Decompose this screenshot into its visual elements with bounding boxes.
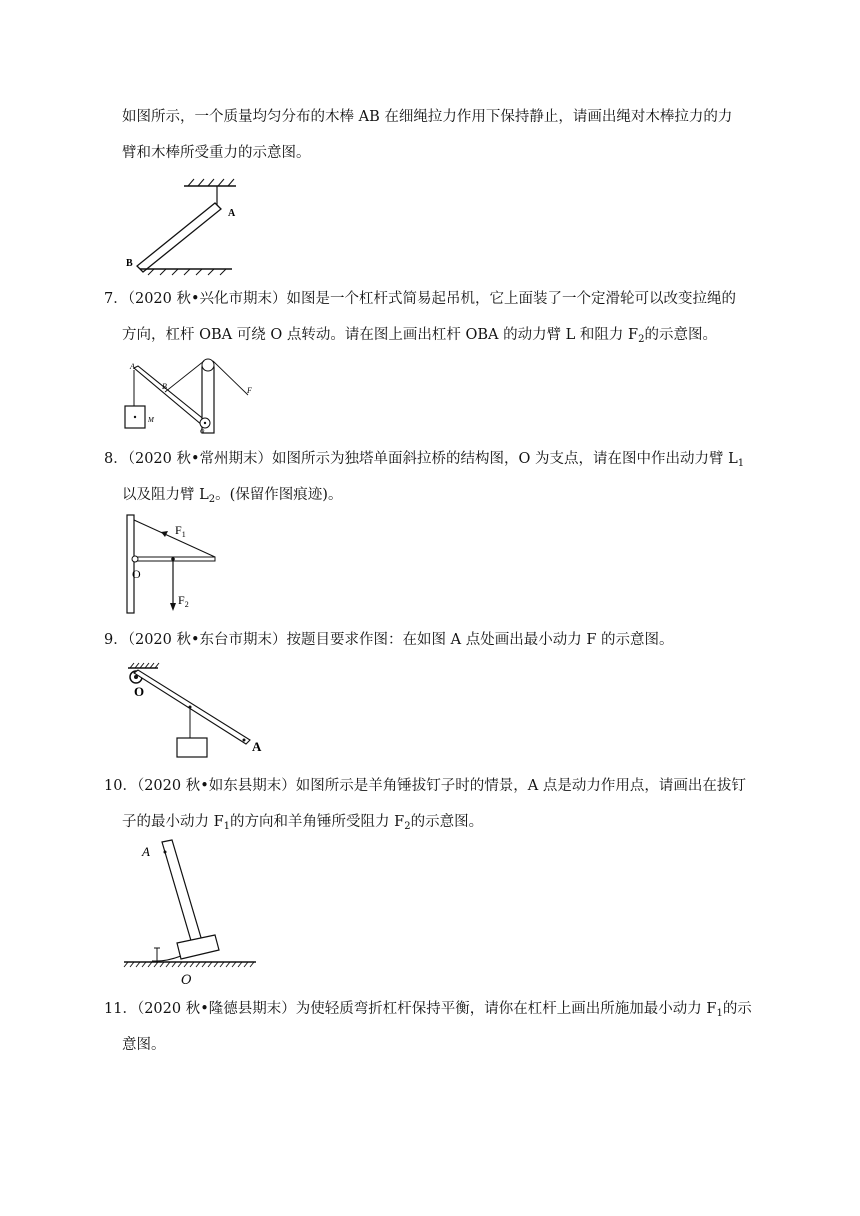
q8-label-f1: $F_1$ xyxy=(175,523,186,539)
q10-label-o-below: O xyxy=(181,973,192,988)
q6-figure-wooden-stick xyxy=(120,176,250,276)
q9-figure-lever-weight xyxy=(122,660,272,760)
q8-text-line2: 以及阻力臂 $L_2$。(保留作图痕迹)。 xyxy=(122,487,343,505)
q9-text-line1: 9．（2020 秋•东台市期末）按题目要求作图：在如图 A 点处画出最小动力 F 的示意图。 xyxy=(104,632,674,648)
q7-label-o: O xyxy=(200,429,205,435)
q8-text-line1: 8．（2020 秋•常州期末）如图所示为独塔单面斜拉桥的结构图，O 为支点，请在图中作出动力臂 $L_1$ xyxy=(104,451,745,469)
q11-text-line1: 11．（2020 秋•隆德县期末）为使轻质弯折杠杆保持平衡，请你在杠杆上画出所施加最小动力 $F_1$的示 xyxy=(104,1001,752,1019)
q7-text-line1: 7．（2020 秋•兴化市期末）如图是一个杠杆式简易起吊机，它上面装了一个定滑轮可以改变拉绳的 xyxy=(104,291,737,307)
q7-label-f: F xyxy=(247,386,252,395)
q6-text-line2: 臂和木棒所受重力的示意图。 xyxy=(122,145,311,161)
q10-text-line2: 子的最小动力 $F_1$的方向和羊角锤所受阻力 $F_2$的示意图。 xyxy=(122,814,484,832)
q8-label-o: O xyxy=(132,567,141,581)
q7-label-a: A xyxy=(130,362,135,371)
q6-text-line1: 如图所示，一个质量均匀分布的木棒 AB 在细绳拉力作用下保持静止，请画出绳对木棒拉力的力 xyxy=(122,109,733,125)
q6-label-b: B xyxy=(126,258,133,269)
q7-text-line2: 方向，杠杆 OBA 可绕 O 点转动。请在图上画出杠杆 OBA 的动力臂 L 和阻力 $F_2$的示意图。 xyxy=(122,327,717,345)
q11-text-line2: 意图。 xyxy=(122,1037,166,1053)
q7-label-b: B xyxy=(162,382,167,391)
q6-label-a: A xyxy=(228,208,236,219)
q7-label-m: M xyxy=(148,416,154,424)
q8-figure-cable-bridge xyxy=(120,512,220,616)
q10-text-line1: 10．（2020 秋•如东县期末）如图所示是羊角锤拔钉子时的情景，A 点是动力作用点，请画出在拔钉 xyxy=(104,778,746,794)
q8-label-f2: $F_2$ xyxy=(178,593,189,609)
q9-label-o: O xyxy=(134,684,145,699)
q10-figure-claw-hammer xyxy=(120,838,270,968)
q7-figure-lever-crane xyxy=(120,355,260,437)
q9-label-a: A xyxy=(252,739,262,754)
q10-label-a: A xyxy=(142,844,150,859)
